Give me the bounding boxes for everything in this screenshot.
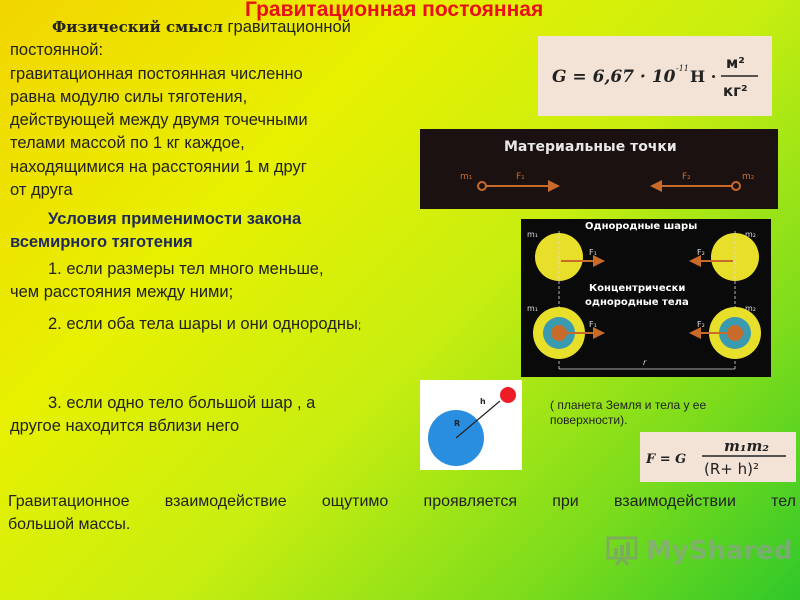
earth-diagram xyxy=(420,380,522,470)
intro-line: постоянной: xyxy=(10,41,104,60)
spheres-diagram xyxy=(521,219,771,377)
formula-f-numerator: m₁m₂ xyxy=(724,437,769,455)
intro-lead-bold: Физический смысл xyxy=(52,18,223,36)
small-body xyxy=(500,387,516,403)
earth-note: ( планета Земля и тела у ее поверхности). xyxy=(550,398,707,427)
intro-line: гравитационная постоянная численно xyxy=(10,64,303,83)
material-points-label: Материальные точки xyxy=(504,139,677,155)
intro-line: телами массой по 1 кг каждое, xyxy=(10,134,245,153)
formula-g-lhs: G = 6,67 · 10 xyxy=(552,67,676,87)
spheres-label-mid2: однородные тела xyxy=(585,297,689,308)
label-f1: F₁ xyxy=(516,172,525,182)
point-m2 xyxy=(732,182,740,190)
formula-f xyxy=(640,432,796,482)
label-f1-top: F₁ xyxy=(589,248,597,257)
spheres-label-top: Однородные шары xyxy=(585,221,698,232)
label-m2: m₂ xyxy=(742,172,755,182)
conditions-heading-line: Условия применимости закона xyxy=(48,210,302,228)
label-r: r xyxy=(643,358,647,367)
intro-line: равна модулю силы тяготения, xyxy=(10,87,248,106)
label-h: h xyxy=(480,397,486,406)
formula-f-lhs: F = G xyxy=(646,452,687,467)
intro-line: находящимися на расстоянии 1 м друг xyxy=(10,157,307,176)
chart-logo-icon xyxy=(606,536,640,566)
intro-line: от друга xyxy=(10,181,73,200)
conditions-heading xyxy=(10,208,410,254)
spheres-panel xyxy=(521,219,771,377)
label-m2-bottom: m₂ xyxy=(745,304,756,313)
formula-g-numerator: м² xyxy=(726,54,745,72)
intro-paragraph xyxy=(10,16,410,202)
condition-item-2: 2. если оба тела шары и они однородны; xyxy=(48,315,362,333)
formula-f-denominator: (R+ h)² xyxy=(704,460,759,478)
watermark xyxy=(606,536,793,566)
spheres-label-mid1: Концентрически xyxy=(589,283,686,294)
conditions-heading-line: всемирного тяготения xyxy=(10,233,193,251)
conclusion-paragraph xyxy=(8,490,796,537)
watermark-text: MyShared xyxy=(646,536,793,566)
label-m1-top: m₁ xyxy=(527,230,538,239)
formula-g-exponent: -11 xyxy=(676,64,689,73)
label-f2-top: F₂ xyxy=(697,248,705,257)
intro-line: действующей между двумя точечными xyxy=(10,111,308,130)
condition-item-1: 1. если размеры тел много меньше, чем расстояния между ними; xyxy=(10,260,324,302)
formula-g-box xyxy=(538,36,772,116)
point-m1 xyxy=(478,182,486,190)
conclusion-line: большой массы. xyxy=(8,516,131,534)
conclusion-line: Гравитационное взаимодействие ощутимо проявляется при взаимодействии тел xyxy=(8,493,796,510)
condition-item-3: 3. если одно тело большой шар , а другое находится вблизи него xyxy=(10,394,316,436)
label-R: R xyxy=(454,419,461,428)
earth-diagram-panel xyxy=(420,380,522,470)
material-points-diagram xyxy=(420,129,778,209)
intro-lead-rest: гравитационной xyxy=(222,18,351,36)
formula-g-unit: Н · xyxy=(690,67,717,86)
label-m1-bottom: m₁ xyxy=(527,304,538,313)
slide-title: Гравитационная постоянная xyxy=(245,0,544,21)
formula-g xyxy=(538,36,772,116)
label-f2-bottom: F₂ xyxy=(697,320,705,329)
label-m1: m₁ xyxy=(460,172,473,182)
formula-f-box xyxy=(640,432,796,482)
label-m2-top: m₂ xyxy=(745,230,756,239)
label-f2: F₂ xyxy=(682,172,691,182)
material-points-panel xyxy=(420,129,778,209)
label-f1-bottom: F₁ xyxy=(589,320,597,329)
formula-g-denominator: кг² xyxy=(723,82,748,100)
